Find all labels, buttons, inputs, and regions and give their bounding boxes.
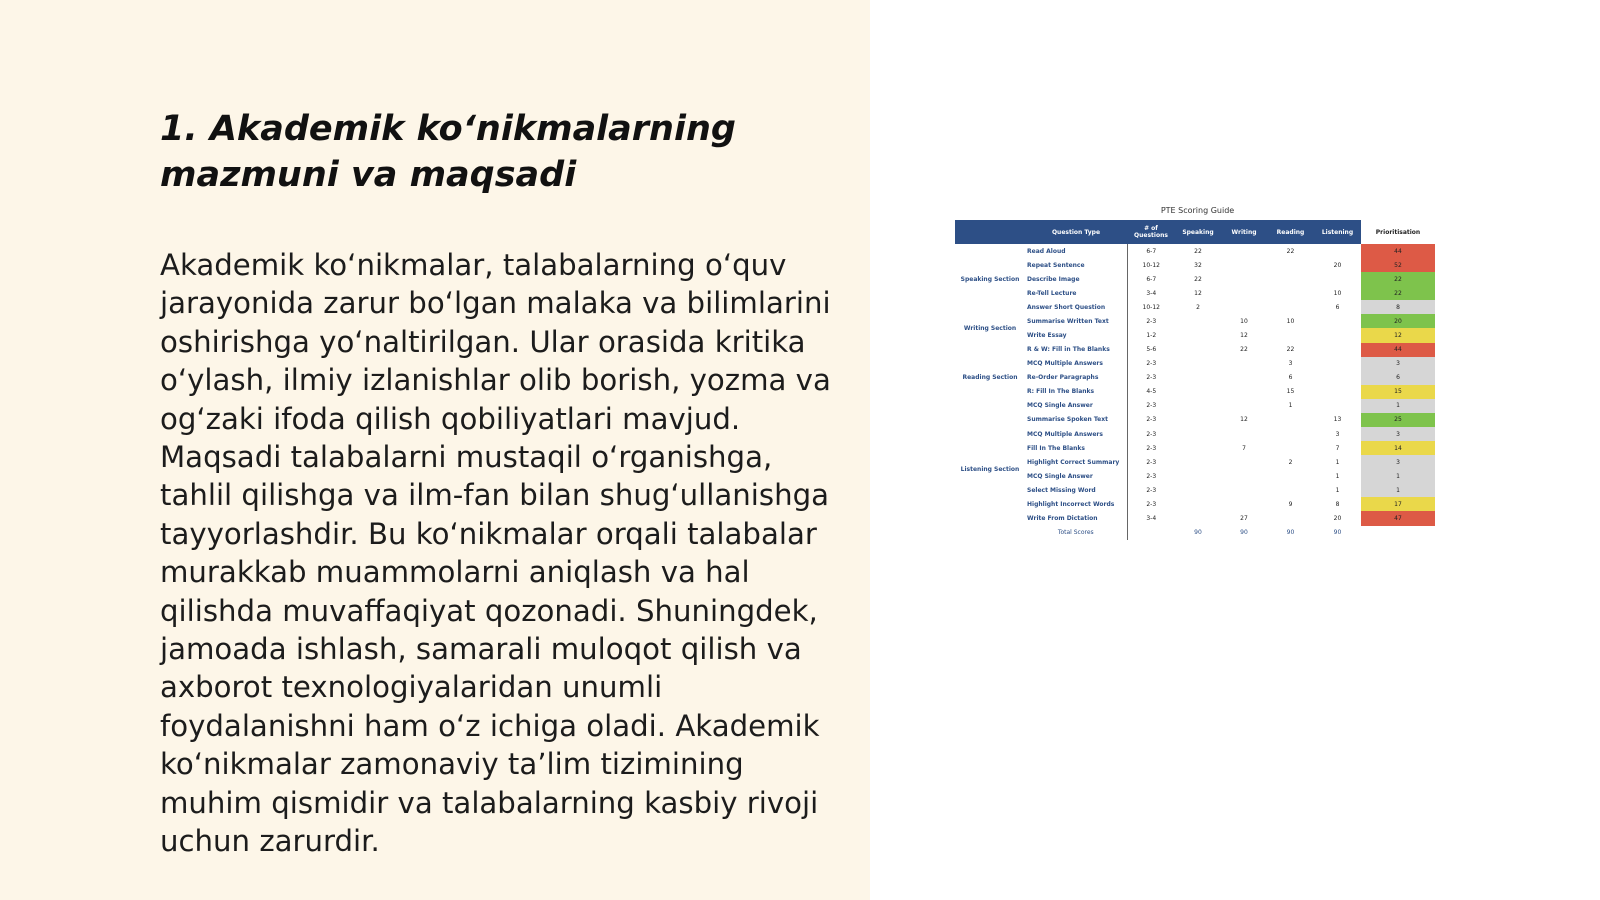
reading-cell — [1267, 413, 1314, 427]
prioritisation-cell: 44 — [1361, 244, 1435, 258]
question-type-cell: Re-Tell Lecture — [1027, 289, 1077, 297]
reading-cell — [1267, 469, 1314, 483]
ques-cell: 2-3 — [1127, 357, 1175, 371]
listening-cell: 20 — [1333, 261, 1342, 269]
table-row — [955, 314, 1435, 328]
ques-cell: 10-12 — [1127, 258, 1175, 272]
table-row — [955, 244, 1435, 258]
writing-cell — [1221, 497, 1267, 511]
slide-body-text: Akademik ko‘nikmalar, talabalarning o‘quv jarayonida zarur bo‘lgan malaka va bilimlarini oshirishga yo‘naltirilgan. Ular orasida kritika o‘ylash, ilmiy izlanishlar olib borish, yozma va og‘zaki ifoda qilish qobiliyatlari mavjud. Maqsadi talabalarni mustaqil o‘rganishga, tahlil qilishga va ilm-fan bilan shug‘ullanishga tayyorlashdir. Bu ko‘nikmalar orqali talabalar murakkab muammolarni aniqlash va hal qilishda muvaffaqiyat qozonadi. Shuningdek, jamoada ishlash, samarali muloqot qilish va axborot texnologiyalaridan unumli foydalanishni ham o‘z ichiga oladi. Akademik ko‘nikmalar zamonaviy ta’lim tizimining muhim qismidir va talabalarning kasbiy rivoji uchun zarurdir. — [160, 248, 831, 859]
question-type-cell: Fill In The Blanks — [1027, 444, 1085, 452]
table-row — [955, 483, 1435, 497]
speaking-cell — [1175, 314, 1221, 328]
table-row — [955, 427, 1435, 441]
writing-cell — [1221, 427, 1267, 441]
speaking-cell — [1175, 357, 1221, 371]
writing-cell: 12 — [1240, 332, 1248, 339]
writing-cell — [1221, 399, 1267, 413]
speaking-cell — [1175, 399, 1221, 413]
listening-cell — [1314, 385, 1361, 399]
prioritisation-cell: 44 — [1361, 343, 1435, 357]
prioritisation-cell: 17 — [1361, 497, 1435, 511]
section-label: Speaking Section — [960, 275, 1020, 283]
writing-cell — [1221, 258, 1267, 272]
writing-cell: 27 — [1240, 515, 1248, 523]
speaking-cell — [1175, 483, 1221, 497]
reading-cell — [1267, 258, 1314, 272]
listening-cell — [1314, 343, 1361, 357]
prioritisation-cell: 25 — [1361, 413, 1435, 427]
reading-cell — [1267, 427, 1314, 441]
ques-cell: 4-5 — [1127, 385, 1175, 399]
question-type-cell: Summarise Written Text — [1027, 317, 1109, 325]
prioritisation-cell: 3 — [1361, 357, 1435, 371]
writing-cell — [1221, 300, 1267, 314]
reading-cell: 1 — [1288, 402, 1293, 410]
table-row — [955, 497, 1435, 511]
reading-cell: 2 — [1288, 458, 1293, 466]
speaking-cell — [1175, 413, 1221, 427]
ques-cell: 5-6 — [1127, 343, 1175, 357]
total-writing-cell: 90 — [1240, 529, 1248, 537]
listening-cell — [1314, 272, 1361, 286]
speaking-cell — [1175, 343, 1221, 357]
listening-cell — [1314, 371, 1361, 385]
question-type-cell: MCQ Single Answer — [1027, 472, 1093, 480]
writing-cell: 22 — [1240, 346, 1248, 354]
ques-cell: 2-3 — [1127, 483, 1175, 497]
ques-cell: 2-3 — [1127, 441, 1175, 455]
prioritisation-cell: 8 — [1361, 300, 1435, 314]
reading-cell: 9 — [1288, 500, 1293, 508]
header-reading: Reading — [1267, 220, 1314, 244]
prioritisation-cell: 22 — [1361, 286, 1435, 300]
writing-cell — [1221, 244, 1267, 258]
listening-cell: 10 — [1333, 289, 1342, 297]
speaking-cell — [1175, 385, 1221, 399]
speaking-cell: 2 — [1196, 303, 1200, 311]
listening-cell: 13 — [1333, 416, 1342, 424]
header-listening: Listening — [1314, 220, 1361, 244]
writing-cell: 10 — [1240, 317, 1248, 325]
table-row — [955, 286, 1435, 300]
listening-cell: 7 — [1335, 444, 1340, 452]
speaking-cell: 22 — [1194, 247, 1202, 255]
table-row — [955, 455, 1435, 469]
table-caption: PTE Scoring Guide — [1160, 206, 1235, 215]
table-row — [955, 413, 1435, 427]
ques-cell: 2-3 — [1127, 314, 1175, 328]
reading-cell — [1267, 272, 1314, 286]
reading-cell: 22 — [1286, 346, 1295, 354]
writing-cell — [1221, 483, 1267, 497]
question-type-cell: R: Fill In The Blanks — [1027, 388, 1095, 396]
reading-cell: 15 — [1286, 388, 1295, 396]
listening-cell: 20 — [1333, 515, 1342, 523]
reading-cell: 6 — [1288, 374, 1293, 382]
ques-cell: 2-3 — [1127, 371, 1175, 385]
prioritisation-cell: 47 — [1361, 511, 1435, 525]
header-num-questions: # of Questions — [1127, 220, 1175, 244]
question-type-cell: MCQ Multiple Answers — [1027, 360, 1103, 368]
table-body — [955, 244, 1435, 540]
writing-cell — [1221, 357, 1267, 371]
total-reading-cell: 90 — [1286, 529, 1295, 537]
ques-cell: 2-3 — [1127, 469, 1175, 483]
header-prioritisation: Prioritisation — [1361, 220, 1435, 244]
question-type-cell: Repeat Sentence — [1027, 261, 1085, 269]
reading-cell: 10 — [1286, 317, 1295, 325]
question-type-cell: Write From Dictation — [1027, 515, 1098, 523]
pte-scoring-table — [955, 220, 1435, 540]
speaking-cell — [1175, 427, 1221, 441]
prioritisation-cell: 1 — [1361, 399, 1435, 413]
question-type-cell: Answer Short Question — [1027, 303, 1106, 311]
total-listening-cell: 90 — [1333, 529, 1342, 537]
speaking-cell — [1175, 469, 1221, 483]
ques-cell: 3-4 — [1127, 511, 1175, 525]
table-header-row — [955, 220, 1435, 244]
table-row — [955, 343, 1435, 357]
prioritisation-cell: 20 — [1361, 314, 1435, 328]
table-row — [955, 371, 1435, 385]
speaking-cell: 32 — [1194, 261, 1202, 269]
listening-cell — [1314, 244, 1361, 258]
question-type-cell: R & W: Fill in The Blanks — [1027, 346, 1110, 354]
listening-cell — [1314, 357, 1361, 371]
listening-cell — [1314, 399, 1361, 413]
table-row — [955, 272, 1435, 286]
header-question-type: Question Type — [1025, 220, 1127, 244]
speaking-cell — [1175, 441, 1221, 455]
listening-cell: 1 — [1335, 486, 1340, 494]
section-label: Writing Section — [963, 324, 1017, 332]
reading-cell — [1267, 441, 1314, 455]
blank-cell — [1127, 526, 1175, 540]
prioritisation-cell: 12 — [1361, 328, 1435, 342]
writing-cell: 12 — [1240, 416, 1248, 424]
question-type-cell: MCQ Single Answer — [1027, 402, 1093, 410]
table-row — [955, 399, 1435, 413]
ques-cell: 2-3 — [1127, 399, 1175, 413]
prioritisation-cell: 22 — [1361, 272, 1435, 286]
ques-cell: 3-4 — [1127, 286, 1175, 300]
table-row — [955, 441, 1435, 455]
question-type-cell: Re-Order Paragraphs — [1027, 374, 1099, 382]
ques-cell: 2-3 — [1127, 413, 1175, 427]
prioritisation-cell: 1 — [1361, 469, 1435, 483]
ques-cell: 6-7 — [1127, 244, 1175, 258]
question-type-cell: Highlight Incorrect Words — [1027, 500, 1115, 508]
speaking-cell — [1175, 511, 1221, 525]
prioritisation-cell: 3 — [1361, 427, 1435, 441]
header-section — [955, 220, 1025, 244]
prioritisation-cell: 15 — [1361, 385, 1435, 399]
question-type-cell: Highlight Correct Summary — [1027, 458, 1120, 466]
pte-scoring-table-image — [955, 204, 1440, 544]
question-type-cell: Select Missing Word — [1027, 486, 1096, 494]
reading-cell: 3 — [1288, 360, 1293, 368]
section-label: Listening Section — [960, 465, 1020, 473]
writing-cell — [1221, 385, 1267, 399]
listening-cell: 6 — [1335, 303, 1340, 311]
reading-cell — [1267, 300, 1314, 314]
ques-cell: 10-12 — [1127, 300, 1175, 314]
writing-cell — [1221, 469, 1267, 483]
reading-cell — [1267, 286, 1314, 300]
writing-cell — [1221, 371, 1267, 385]
listening-cell — [1314, 328, 1361, 342]
prioritisation-cell: 52 — [1361, 258, 1435, 272]
speaking-cell: 12 — [1194, 289, 1202, 297]
speaking-cell — [1175, 371, 1221, 385]
section-label: Reading Section — [962, 374, 1018, 382]
reading-cell — [1267, 511, 1314, 525]
header-writing: Writing — [1221, 220, 1267, 244]
prioritisation-cell: 14 — [1361, 441, 1435, 455]
table-row — [955, 469, 1435, 483]
blank-cell — [1361, 526, 1435, 540]
ques-cell: 6-7 — [1127, 272, 1175, 286]
speaking-cell — [1175, 455, 1221, 469]
ques-cell: 2-3 — [1127, 427, 1175, 441]
total-label: Total Scores — [1057, 529, 1094, 537]
listening-cell: 1 — [1335, 458, 1340, 466]
ques-cell: 1-2 — [1127, 328, 1175, 342]
writing-cell: 7 — [1242, 444, 1246, 452]
listening-cell: 8 — [1335, 500, 1340, 508]
prioritisation-cell: 1 — [1361, 483, 1435, 497]
header-speaking: Speaking — [1175, 220, 1221, 244]
total-speaking-cell: 90 — [1194, 529, 1202, 537]
slide-title: 1. Akademik ko‘nikmalarning mazmuni va maqsadi — [160, 109, 736, 195]
ques-cell: 2-3 — [1127, 455, 1175, 469]
reading-cell: 22 — [1286, 247, 1295, 255]
writing-cell — [1221, 272, 1267, 286]
question-type-cell: Read Aloud — [1027, 247, 1066, 255]
question-type-cell: Summarise Spoken Text — [1027, 416, 1108, 424]
listening-cell: 1 — [1335, 472, 1340, 480]
table-row — [955, 357, 1435, 371]
question-type-cell: Describe Image — [1027, 275, 1080, 283]
blank-cell — [955, 526, 1025, 540]
speaking-cell: 22 — [1194, 275, 1202, 283]
table-row — [955, 300, 1435, 314]
question-type-cell: Write Essay — [1027, 332, 1067, 339]
prioritisation-cell: 3 — [1361, 455, 1435, 469]
table-row — [955, 258, 1435, 272]
reading-cell — [1267, 328, 1314, 342]
ques-cell: 2-3 — [1127, 497, 1175, 511]
question-type-cell: MCQ Multiple Answers — [1027, 430, 1103, 438]
writing-cell — [1221, 286, 1267, 300]
reading-cell — [1267, 483, 1314, 497]
table-row — [955, 385, 1435, 399]
listening-cell: 3 — [1335, 430, 1340, 438]
writing-cell — [1221, 455, 1267, 469]
listening-cell — [1314, 314, 1361, 328]
table-row — [955, 511, 1435, 525]
prioritisation-cell: 6 — [1361, 371, 1435, 385]
total-row — [955, 526, 1435, 540]
speaking-cell — [1175, 328, 1221, 342]
table-row — [955, 328, 1435, 342]
speaking-cell — [1175, 497, 1221, 511]
